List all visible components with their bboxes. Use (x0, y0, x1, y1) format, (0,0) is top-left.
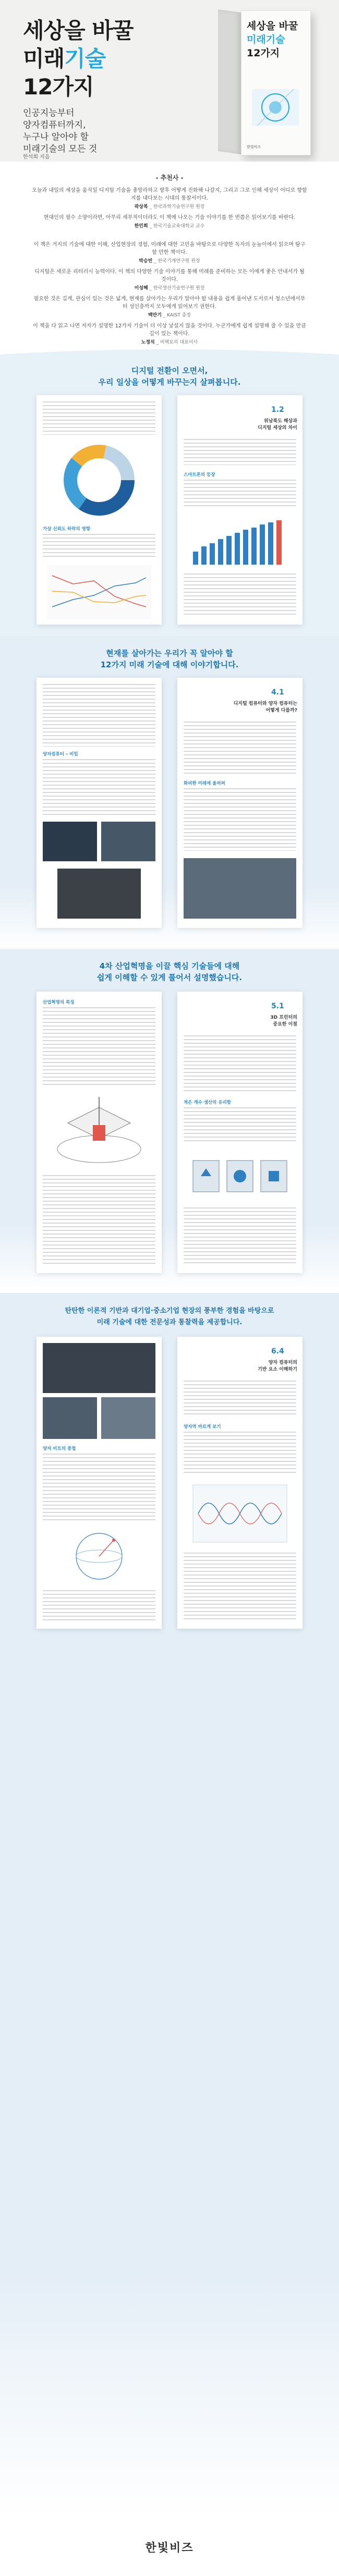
photo-assembly (101, 1397, 155, 1439)
cover-title-line1: 세상을 바꿀 (247, 20, 298, 32)
recommendation-text: 필요한 것은 길게, 관심이 있는 것은 넓게, 현재를 살아가는 우리가 알아야 할 내용을 쉽게 풀어낸 도서로서 청소년에서부터 성인층까지 모두에게 읽어보기 권한다. (33, 296, 306, 310)
book-title-line3: 12가지 (23, 74, 94, 100)
photo-server-machine (57, 869, 141, 919)
recommender (31, 339, 308, 347)
recommendation-heading: - 추천사 - (155, 174, 184, 181)
recommender-name: 백만기 (148, 313, 162, 318)
body-text (184, 722, 296, 774)
chapter-title (235, 418, 297, 432)
body-text (184, 1107, 296, 1144)
feature-banner (0, 960, 339, 983)
body-text (184, 1432, 296, 1473)
chapter-number: 6.4 (271, 1347, 284, 1356)
chapter-title (219, 1360, 297, 1373)
recommender (31, 223, 308, 230)
page-subheading: 양자역 바르게 보기 (184, 1424, 221, 1430)
book-page-right (177, 678, 302, 928)
cover-publisher: 한빛비즈 (247, 145, 261, 149)
page-subheading: 양자컴퓨터 – 비밀 (43, 752, 78, 757)
footer (0, 2518, 339, 2576)
tagline-line1: 인공지능부터 (23, 108, 75, 118)
body-text (43, 1007, 155, 1085)
chapter-title-line2: 디지털 세상의 차이 (258, 425, 297, 431)
book-title-word-mirae: 미래 (23, 46, 65, 71)
banner-line1: 디지털 전환이 오면서, (131, 366, 208, 375)
feature-banner (0, 648, 339, 670)
cover-title-line3: 12가지 (247, 47, 280, 59)
banner-line2: 우리 일상을 어떻게 바꾸는지 살펴봅니다. (98, 377, 241, 387)
recommender-role: _ KAIST 총장 (161, 313, 191, 318)
recommender-name: 한민희 (134, 224, 148, 229)
body-text (43, 1590, 155, 1621)
photo-robot-arm (43, 1343, 155, 1393)
book-page-right (177, 1337, 302, 1629)
recommendation-section (0, 162, 339, 355)
tagline-line3: 누구나 알아야 할 (23, 132, 89, 142)
chapter-title-line2: 중요한 이점 (273, 1022, 297, 1027)
page-subheading: 가상 신뢰도 하락의 영향 (43, 527, 90, 532)
body-text (43, 1175, 155, 1264)
recommender-name: 박승빈 (139, 259, 153, 264)
recommendation-text: 디지털은 새로운 리터러시 능력이다. 이 책의 다양한 기술 이야기를 통해 미래를 준비하는 모든 이에게 좋은 안내서가 될 것이다. (34, 269, 305, 283)
line-chart-figure (47, 565, 151, 619)
diagram-molds (188, 1150, 292, 1202)
body-text (43, 534, 155, 559)
feature-banner (0, 1305, 339, 1328)
book-cover-3d (156, 7, 313, 158)
recommendation-item (31, 187, 308, 211)
cover-title-word-mirae: 미래 (247, 34, 266, 45)
donut-chart-figure (52, 441, 146, 519)
chapter-title-line1: 디지털 컴퓨터와 양자 컴퓨터는 (233, 701, 297, 706)
body-text (184, 788, 296, 851)
recommendation-item (31, 241, 308, 265)
recommender-role: _ 한국생산기술연구원 원장 (148, 286, 205, 291)
book-page-right (177, 395, 302, 625)
recommender (31, 285, 308, 292)
chapter-number: 5.1 (271, 1002, 284, 1010)
recommender-role: _ 한국기계연구원 원장 (152, 259, 200, 264)
chapter-title-line2: 어떻게 다를까? (265, 708, 297, 713)
body-text (43, 684, 155, 747)
body-text (43, 401, 155, 435)
tagline-line4: 미래기술의 모든 것 (23, 144, 98, 154)
banner-line1: 탄탄한 이론적 기반과 대기업·중소기업 현장의 풍부한 경험을 바탕으로 (65, 1307, 274, 1315)
diagram-qubit-sphere (47, 1528, 151, 1585)
chapter-title (209, 701, 297, 714)
photo-datacenter (184, 858, 296, 919)
recommendation-item (31, 214, 308, 230)
page-subheading: 산업혁명의 특징 (43, 1000, 75, 1005)
cover-title-line2 (247, 32, 285, 46)
book-spine (218, 9, 241, 154)
book-page-left (37, 678, 162, 928)
book-page-right (177, 992, 302, 1273)
section-divider-wave (0, 347, 339, 355)
recommendation-item (31, 268, 308, 292)
banner-line1: 현재를 살아가는 우리가 꼭 알아야 할 (106, 649, 233, 658)
banner-line1: 4차 산업혁명을 이끌 핵심 기술들에 대해 (99, 961, 240, 971)
page-subheading: 양자 비트의 중첩 (43, 1446, 76, 1451)
feature-section-industry (0, 949, 339, 1293)
chapter-title-line2: 기반 요소 이해하기 (258, 1367, 297, 1372)
body-text (184, 480, 296, 509)
chapter-title-line1: 3D 프린터의 (270, 1015, 297, 1020)
recommendation-text: 이 책을 다 읽고 나면 저자가 설명한 12가지 기술이 더 이상 낯설지 않을 것이다. 누군가에게 쉽게 설명해 줄 수 있을 만큼 깊이 있는 책이다. (33, 323, 306, 337)
diagram-wave-interference (188, 1480, 292, 1547)
body-text (184, 1553, 296, 1620)
book-tagline (23, 107, 97, 155)
photo-factory (43, 1397, 97, 1439)
banner-line2: 쉽게 이해할 수 있게 풀어서 설명했습니다. (96, 973, 243, 982)
body-text (184, 1035, 296, 1093)
recommendation-text: 현대인의 필수 소양이라면, 아무리 세부적이더라도 이 책에 나오는 기술 이야기를 한 번쯤은 읽어보기를 바란다. (43, 215, 296, 221)
body-text (184, 439, 296, 465)
author-credit: 한석희 지음 (23, 154, 50, 160)
bar-chart-figure (188, 515, 292, 567)
body-text (43, 1454, 155, 1521)
decorative-background (0, 1658, 339, 2492)
recommender-role: _ 한국과학기술연구원 원장 (148, 204, 205, 210)
chapter-title (235, 1015, 297, 1028)
chapter-title-line1: 양자 컴퓨터의 (268, 1360, 297, 1365)
body-text (43, 759, 155, 815)
recommender-role: _ 한국기술교육대학교 교수 (148, 224, 205, 229)
feature-banner (0, 365, 339, 388)
book-front-cover (241, 10, 311, 155)
recommender-role: _ 비팩토리 대표이사 (154, 340, 198, 345)
page-subheading: 적은 개수 생산의 유리함 (184, 1100, 231, 1105)
chapter-number: 1.2 (271, 406, 284, 414)
book-title-line1: 세상을 바꿀 (23, 18, 134, 43)
recommendation-text: 이 책은 거지의 기술에 대한 이해, 산업현장의 경험, 미래에 대한 고민을 바탕으로 다양한 독자의 눈높이에서 읽으며 탐구할 만한 책이다. (33, 242, 306, 255)
photo-lab-equipment (43, 822, 97, 861)
hero-section (0, 0, 339, 162)
tagline-line2: 양자컴퓨터까지, (23, 120, 86, 130)
chapter-number: 4.1 (271, 688, 284, 697)
recommender (31, 258, 308, 265)
feature-section-digital (0, 355, 339, 636)
recommendation-text: 오늘과 내일의 세상을 움직일 디지털 기술을 총망라하고 향후 어떻게 진화해 나갈지, 그리고 그로 인해 세상이 어디로 향할지를 내다보는 시대의 통찰서이다. (32, 188, 307, 201)
book-title-line2 (23, 42, 105, 73)
body-text (184, 573, 296, 617)
chapter-title-line1: 위남북도 해상과 (264, 419, 297, 424)
cover-illustration (247, 79, 304, 136)
recommender-name: 곽상복 (134, 204, 148, 210)
photo-quantum-device (101, 822, 155, 861)
recommendation-item (31, 322, 308, 347)
recommender-name: 이성혜 (134, 286, 148, 291)
banner-line2: 12가지 미래 기술에 대해 이야기합니다. (100, 660, 239, 669)
page-subheading: 스마트폰의 등장 (184, 472, 215, 478)
page-subheading: 화려한 미래에 울려퍼 (184, 781, 225, 786)
book-title-word-gisul: 기술 (64, 46, 106, 71)
cover-title-word-gisul: 기술 (265, 34, 285, 45)
diagram-3d-printer (47, 1092, 151, 1170)
feature-section-future-tech (0, 636, 339, 949)
book-page-left (37, 992, 162, 1273)
recommendation-item (31, 295, 308, 320)
recommender (31, 312, 308, 320)
recommender (31, 203, 308, 211)
publisher-logo: 한빛비즈 (145, 2542, 194, 2555)
body-text (184, 1381, 296, 1417)
banner-line2: 미래 기술에 대한 전문성과 통찰력을 제공합니다. (96, 1318, 243, 1326)
book-page-left (37, 395, 162, 625)
feature-section-expertise (0, 1293, 339, 2518)
recommender-name: 노정석 (141, 340, 155, 345)
book-page-left (37, 1337, 162, 1629)
body-text (184, 1207, 296, 1265)
